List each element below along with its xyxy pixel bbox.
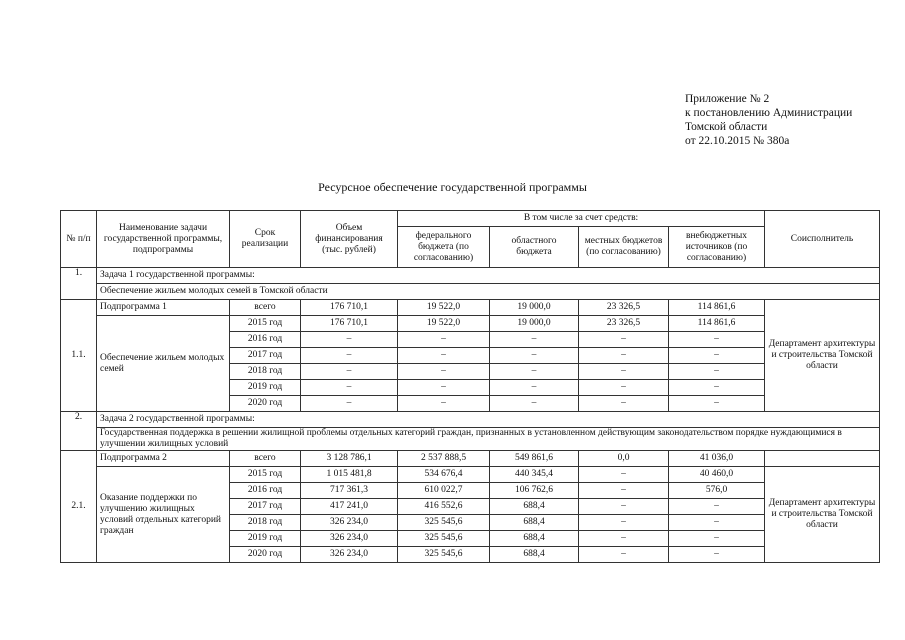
header-including: В том числе за счет средств: bbox=[398, 211, 765, 227]
cell-local: – bbox=[579, 348, 669, 364]
header-coexecutor: Соисполнитель bbox=[765, 211, 880, 268]
cell-federal: – bbox=[398, 348, 490, 364]
cell-federal: – bbox=[398, 364, 490, 380]
table-row bbox=[61, 316, 880, 332]
cell-regional: – bbox=[490, 364, 579, 380]
task-number: 1. bbox=[61, 268, 97, 300]
coexecutor-empty bbox=[765, 451, 880, 467]
cell-local: 0,0 bbox=[579, 451, 669, 467]
cell-extra: – bbox=[669, 348, 765, 364]
task-description: Государственная поддержка в решении жилищной проблемы отдельных категорий граждан, признанных в установленном действующим законодательством порядке нуждающимися в улучшении жилищных условий bbox=[97, 428, 880, 451]
cell-extra: – bbox=[669, 364, 765, 380]
task-title-row bbox=[61, 412, 880, 428]
cell-extra: – bbox=[669, 515, 765, 531]
cell-regional: 688,4 bbox=[490, 499, 579, 515]
header-line-resolution: к постановлению Администрации bbox=[685, 107, 853, 119]
cell-federal: 534 676,4 bbox=[398, 467, 490, 483]
header-local: местных бюджетов (по согласованию) bbox=[579, 227, 669, 268]
cell-extra: – bbox=[669, 332, 765, 348]
subprogram-number: 1.1. bbox=[61, 300, 97, 412]
cell-extra: – bbox=[669, 396, 765, 412]
cell-local: 23 326,5 bbox=[579, 316, 669, 332]
cell-regional: 549 861,6 bbox=[490, 451, 579, 467]
cell-extra: – bbox=[669, 531, 765, 547]
header-line-region: Томской области bbox=[685, 121, 768, 133]
cell-federal: 325 545,6 bbox=[398, 547, 490, 563]
cell-term: 2018 год bbox=[230, 515, 301, 531]
cell-regional: 19 000,0 bbox=[490, 300, 579, 316]
cell-extra: 576,0 bbox=[669, 483, 765, 499]
header-regional: областного бюджета bbox=[490, 227, 579, 268]
cell-regional: 106 762,6 bbox=[490, 483, 579, 499]
cell-volume: 326 234,0 bbox=[301, 515, 398, 531]
header-num: № п/п bbox=[61, 211, 97, 268]
cell-regional: 19 000,0 bbox=[490, 316, 579, 332]
cell-term: 2017 год bbox=[230, 348, 301, 364]
cell-local: – bbox=[579, 364, 669, 380]
resource-table bbox=[60, 210, 880, 563]
cell-regional: 688,4 bbox=[490, 515, 579, 531]
cell-volume: – bbox=[301, 380, 398, 396]
task-number: 2. bbox=[61, 412, 97, 451]
cell-term: 2016 год bbox=[230, 332, 301, 348]
cell-federal: 19 522,0 bbox=[398, 316, 490, 332]
cell-term: 2020 год bbox=[230, 396, 301, 412]
cell-term: 2019 год bbox=[230, 531, 301, 547]
cell-regional: – bbox=[490, 332, 579, 348]
cell-volume: 1 015 481,8 bbox=[301, 467, 398, 483]
table-row bbox=[61, 451, 880, 467]
header-extra: внебюджетных источников (по согласованию) bbox=[669, 227, 765, 268]
cell-volume: – bbox=[301, 396, 398, 412]
cell-local: – bbox=[579, 332, 669, 348]
cell-regional: 688,4 bbox=[490, 547, 579, 563]
cell-regional: – bbox=[490, 380, 579, 396]
cell-local: 23 326,5 bbox=[579, 300, 669, 316]
coexecutor: Департамент архитектуры и строительства Томской области bbox=[765, 300, 880, 412]
cell-local: – bbox=[579, 380, 669, 396]
table-row bbox=[61, 300, 880, 316]
cell-federal: 610 022,7 bbox=[398, 483, 490, 499]
cell-regional: – bbox=[490, 396, 579, 412]
cell-local: – bbox=[579, 483, 669, 499]
header-volume: Объем финансирования (тыс. рублей) bbox=[301, 211, 398, 268]
cell-federal: – bbox=[398, 380, 490, 396]
cell-volume: 176 710,1 bbox=[301, 300, 398, 316]
cell-volume: 326 234,0 bbox=[301, 531, 398, 547]
task-description-row bbox=[61, 284, 880, 300]
cell-local: – bbox=[579, 499, 669, 515]
header-term: Срок реализации bbox=[230, 211, 301, 268]
cell-local: – bbox=[579, 515, 669, 531]
cell-volume: 326 234,0 bbox=[301, 547, 398, 563]
cell-volume: 417 241,0 bbox=[301, 499, 398, 515]
subprogram-name: Подпрограмма 2 bbox=[97, 451, 230, 467]
cell-federal: 325 545,6 bbox=[398, 515, 490, 531]
cell-local: – bbox=[579, 396, 669, 412]
subprogram-description: Оказание поддержки по улучшению жилищных условий отдельных категорий граждан bbox=[97, 467, 230, 563]
cell-volume: – bbox=[301, 364, 398, 380]
task-title: Задача 1 государственной программы: bbox=[97, 268, 880, 284]
cell-federal: – bbox=[398, 396, 490, 412]
cell-term: всего bbox=[230, 300, 301, 316]
cell-term: 2017 год bbox=[230, 499, 301, 515]
cell-term: всего bbox=[230, 451, 301, 467]
cell-extra: 114 861,6 bbox=[669, 316, 765, 332]
cell-local: – bbox=[579, 467, 669, 483]
cell-term: 2019 год bbox=[230, 380, 301, 396]
header-line-date: от 22.10.2015 № 380а bbox=[685, 135, 790, 147]
cell-term: 2016 год bbox=[230, 483, 301, 499]
subprogram-description: Обеспечение жильем молодых семей bbox=[97, 316, 230, 412]
cell-federal: 2 537 888,5 bbox=[398, 451, 490, 467]
cell-term: 2015 год bbox=[230, 467, 301, 483]
coexecutor: Департамент архитектуры и строительства Томской области bbox=[765, 467, 880, 563]
cell-volume: 717 361,3 bbox=[301, 483, 398, 499]
header-line-appendix: Приложение № 2 bbox=[685, 93, 770, 105]
cell-local: – bbox=[579, 547, 669, 563]
task-description-row bbox=[61, 428, 880, 451]
header-name: Наименование задачи государственной программы, подпрограммы bbox=[97, 211, 230, 268]
table-body bbox=[61, 211, 880, 563]
cell-extra: – bbox=[669, 499, 765, 515]
cell-federal: 325 545,6 bbox=[398, 531, 490, 547]
subprogram-number: 2.1. bbox=[61, 451, 97, 563]
cell-volume: 176 710,1 bbox=[301, 316, 398, 332]
cell-extra: 114 861,6 bbox=[669, 300, 765, 316]
cell-extra: 41 036,0 bbox=[669, 451, 765, 467]
cell-regional: 688,4 bbox=[490, 531, 579, 547]
cell-volume: 3 128 786,1 bbox=[301, 451, 398, 467]
cell-extra: – bbox=[669, 380, 765, 396]
cell-volume: – bbox=[301, 332, 398, 348]
cell-local: – bbox=[579, 531, 669, 547]
cell-term: 2018 год bbox=[230, 364, 301, 380]
document-header bbox=[685, 92, 852, 148]
header-federal: федерального бюджета (по согласованию) bbox=[398, 227, 490, 268]
cell-extra: – bbox=[669, 547, 765, 563]
cell-extra: 40 460,0 bbox=[669, 467, 765, 483]
cell-federal: – bbox=[398, 332, 490, 348]
cell-regional: 440 345,4 bbox=[490, 467, 579, 483]
cell-regional: – bbox=[490, 348, 579, 364]
task-title: Задача 2 государственной программы: bbox=[97, 412, 880, 428]
task-description: Обеспечение жильем молодых семей в Томской области bbox=[97, 284, 880, 300]
cell-federal: 416 552,6 bbox=[398, 499, 490, 515]
cell-volume: – bbox=[301, 348, 398, 364]
table-row bbox=[61, 467, 880, 483]
cell-federal: 19 522,0 bbox=[398, 300, 490, 316]
header-row-top bbox=[61, 211, 880, 227]
cell-term: 2020 год bbox=[230, 547, 301, 563]
task-title-row bbox=[61, 268, 880, 284]
document-title: Ресурсное обеспечение государственной программы bbox=[318, 180, 587, 194]
subprogram-name: Подпрограмма 1 bbox=[97, 300, 230, 316]
cell-term: 2015 год bbox=[230, 316, 301, 332]
